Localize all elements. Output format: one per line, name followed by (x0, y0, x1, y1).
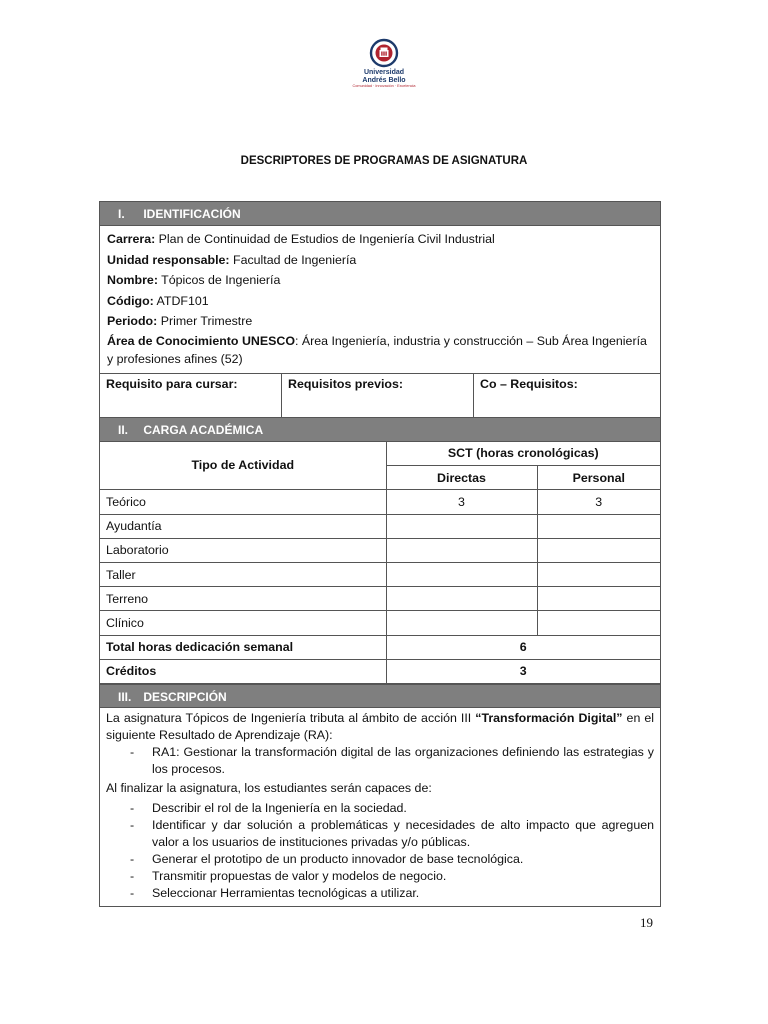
total-label: Total horas dedicación semanal (100, 635, 386, 659)
field-value: Primer Trimestre (157, 314, 253, 328)
activity-name: Clínico (100, 611, 386, 635)
section-title: CARGA ACADÉMICA (143, 422, 264, 437)
capacidades-intro: Al finalizar la asignatura, los estudiantes serán capaces de: (106, 780, 432, 795)
header-sct: SCT (horas cronológicas) (386, 442, 660, 466)
header-personal: Personal (537, 466, 660, 490)
activity-name: Ayudantía (100, 514, 386, 538)
table-row (100, 587, 660, 611)
field-label: Código: (107, 293, 154, 308)
document-title: DESCRIPTORES DE PROGRAMAS DE ASIGNATURA (240, 155, 528, 167)
capacidades-list (106, 800, 654, 902)
intro-text-end: en el siguiente Resultado de Aprendizaje (RA): (106, 710, 655, 742)
section-identificacion-header (100, 202, 660, 226)
table-row (100, 538, 660, 562)
co-requisitos: Co – Requisitos: (480, 376, 578, 391)
directas-value (386, 538, 537, 562)
carga-academica-table (100, 442, 660, 684)
header-tipo-actividad: Tipo de Actividad (100, 442, 386, 490)
table-row (100, 514, 660, 538)
logo-tagline: Comunidad · Innovación · Excelencia (352, 84, 416, 88)
directas-value (386, 514, 537, 538)
university-logo (352, 38, 416, 90)
logo-line1: Universidad (363, 69, 405, 76)
table-row (100, 611, 660, 635)
section-number: II. (118, 422, 129, 437)
identification-fields (100, 226, 660, 374)
program-descriptor-table (99, 201, 661, 907)
personal-value (537, 538, 660, 562)
section-number: I. (118, 207, 125, 221)
field-value: Plan de Continuidad de Estudios de Ingeniería Civil Industrial (155, 232, 495, 246)
personal-value (537, 562, 660, 586)
personal-value (537, 514, 660, 538)
list-item: - Generar el prototipo de un producto innovador de base tecnológica. (106, 851, 654, 868)
field-value: ATDF101 (153, 293, 209, 308)
header-directas: Directas (386, 466, 537, 490)
total-row (100, 635, 660, 659)
field-value: Tópicos de Ingeniería (157, 273, 281, 287)
activity-name: Teórico (100, 490, 386, 514)
field-label: Unidad responsable: (107, 252, 230, 267)
section-carga-header (100, 418, 660, 442)
requisitos-row (100, 374, 660, 418)
activity-name: Laboratorio (100, 538, 386, 562)
field-label: Periodo: (107, 314, 158, 328)
total-value: 6 (386, 635, 660, 659)
directas-value (386, 611, 537, 635)
table-header-row (100, 442, 660, 466)
field-nombre (107, 270, 653, 291)
section-number: III. (118, 689, 132, 704)
creditos-row (100, 659, 660, 683)
logo-line2: Andrés Bello (362, 77, 406, 84)
section-descripcion-header (100, 684, 660, 708)
intro-bold: “Transformación Digital” (475, 710, 623, 725)
directas-value (386, 562, 537, 586)
field-label: Nombre: (107, 273, 158, 287)
page-number: 19 (640, 915, 653, 930)
description-body (100, 708, 660, 906)
personal-value (537, 611, 660, 635)
field-value: : Área Ingeniería, industria y construcción – Sub Área Ingeniería y profesiones afines (52) (107, 333, 647, 366)
intro-text: La asignatura Tópicos de Ingeniería tributa al ámbito de acción III (106, 710, 476, 725)
field-label: Carrera: (107, 232, 156, 246)
list-item: - Describir el rol de la Ingeniería en la sociedad. (106, 800, 654, 817)
personal-value (537, 587, 660, 611)
field-label: Área de Conocimiento UNESCO (107, 333, 295, 348)
creditos-value: 3 (386, 659, 660, 683)
list-item: - Identificar y dar solución a problemáticas y necesidades de alto impacto que agreguen valor a los usuarios de instituciones privadas y/o públicas. (106, 817, 654, 851)
ra-list (106, 744, 654, 778)
description-intro (106, 710, 654, 744)
list-item: - Transmitir propuestas de valor y modelos de negocio. (106, 868, 654, 885)
activity-name: Terreno (100, 587, 386, 611)
university-seal-icon (369, 38, 399, 68)
list-item: - RA1: Gestionar la transformación digital de las organizaciones definiendo las estrategias y los procesos. (106, 744, 654, 778)
field-carrera (107, 229, 653, 250)
personal-value: 3 (537, 490, 660, 514)
field-area-unesco (107, 332, 653, 368)
activity-name: Taller (100, 562, 386, 586)
table-row (100, 490, 660, 514)
table-row (100, 562, 660, 586)
field-periodo (107, 311, 653, 332)
field-codigo (107, 291, 653, 312)
section-title: DESCRIPCIÓN (143, 689, 227, 704)
field-unidad (107, 250, 653, 271)
field-value: Facultad de Ingeniería (229, 252, 357, 267)
requisitos-previos: Requisitos previos: (282, 374, 474, 417)
directas-value: 3 (386, 490, 537, 514)
directas-value (386, 587, 537, 611)
requisito-cursar: Requisito para cursar: (100, 374, 282, 417)
section-title: IDENTIFICACIÓN (143, 207, 241, 221)
creditos-label: Créditos (100, 659, 386, 683)
list-item: - Seleccionar Herramientas tecnológicas a utilizar. (106, 885, 654, 902)
